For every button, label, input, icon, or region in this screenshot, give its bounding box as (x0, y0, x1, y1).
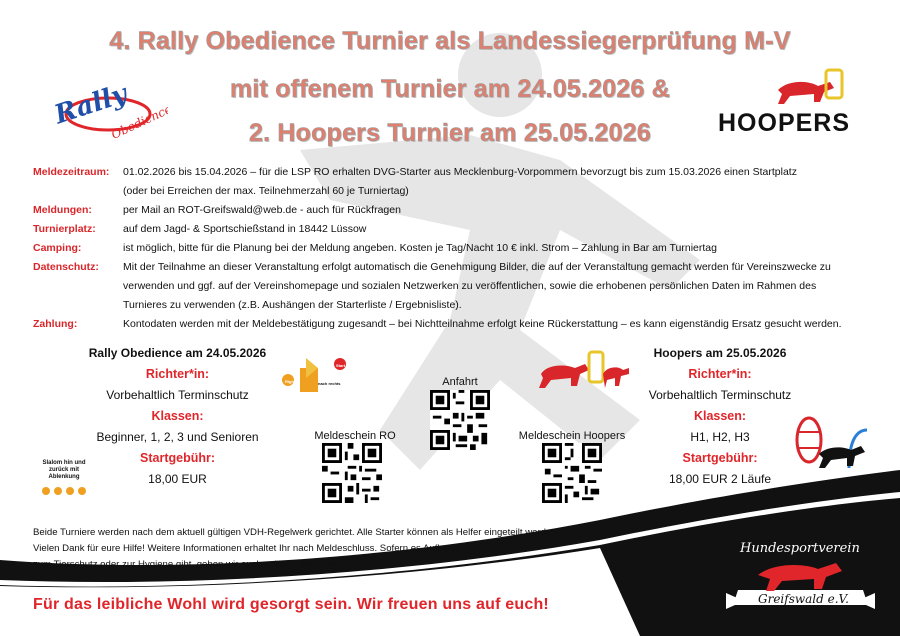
rally-classes-value: Beginner, 1, 2, 3 und Senioren (96, 430, 259, 444)
hoopers-logo (718, 68, 863, 137)
info-line: Turnieres zu verwenden (z.B. Aushängen der Starterliste / Ergebnisliste). (123, 299, 462, 311)
rally-judge-value: Vorbehaltlich Terminschutz (106, 388, 249, 402)
qr-ro-label: Meldeschein RO (314, 430, 396, 442)
hoopers-logo-text: HOOPERS (718, 109, 851, 137)
slalom-sign (38, 460, 94, 500)
rally-signs-icon (282, 356, 350, 394)
rally-sign-c: Start (336, 363, 346, 368)
hoopers-judge-heading: Richter*in: (688, 367, 752, 381)
rally-column (60, 346, 295, 486)
rally-fee-value: 18,00 EUR (148, 472, 207, 486)
footer-line-1: Beide Turniere werden nach dem aktuell gültigen VDH-Regelwerk gerichtet. Alle Starter können als Helfer eingeteilt werden. (33, 527, 560, 538)
info-text: ist möglich, bitte für die Planung bei der Meldung angeben. Kosten je Tag/Nacht 10 € inkl. Strom – Zahlung in Bar am Turniertag (123, 242, 717, 254)
info-label: Turnierplatz: (33, 223, 96, 235)
footer-slogan: Für das leibliche Wohl wird gesorgt sein. Wir freuen uns auf euch! (33, 596, 549, 613)
info-text: Kontodaten werden mit der Meldebestätigung zugesandt – bei Nichtteilnahme erfolgt keine Rückerstattung – es kann eigenständig Ersatz gesucht werden. (123, 318, 842, 330)
title-line-2: mit offenem Turnier am 24.05.2026 & (229, 75, 671, 103)
info-row-camping (33, 239, 873, 258)
info-row-meldezeitraum (33, 163, 873, 201)
hoopers-fee-heading: Startgebühr: (682, 451, 758, 465)
info-row-turnierplatz (33, 220, 873, 239)
footer-line-2: Vielen Dank für eure Hilfe! Weitere Informationen erhaltet Ihr nach Meldeschluss. Sofern es Auflagen (33, 543, 461, 554)
slalom-sign-text: Slalom hin und zurück mit Ablenkung (42, 460, 86, 480)
title-line-1: 4. Rally Obedience Turnier als Landessiegerprüfung M-V (109, 27, 791, 55)
info-label: Datenschutz: (33, 261, 99, 273)
info-line: Mit der Teilnahme an dieser Veranstaltung erfolgt automatisch die Genehmigung Bilder, die auf der Veranstaltung gemacht werden für Vereinszwecke zu (123, 261, 831, 273)
rally-title: Rally Obedience am 24.05.2026 (88, 346, 267, 360)
info-block (33, 163, 873, 334)
hoopers-fee-value: 18,00 EUR 2 Läufe (668, 472, 772, 486)
club-logo-bottom-text: Greifswald e.V. (758, 592, 849, 606)
slalom-dots-icon (38, 485, 94, 497)
qr-anfahrt-icon[interactable] (430, 390, 490, 450)
info-label: Meldungen: (33, 204, 92, 216)
hoopers-classes-heading: Klassen: (693, 409, 747, 423)
footer-line-3: zum Tierschutz oder zur Hygiene gibt, geben wir euch zeitnah Bescheid. (33, 559, 341, 570)
rally-obedience-logo (48, 72, 168, 142)
barrel-dog-graphic (795, 410, 870, 472)
info-text: auf dem Jagd- & Sportschießstand in 18442 Lüssow (123, 223, 367, 235)
svg-text:Rally: Rally (51, 79, 131, 131)
rally-sign-b: nach rechts (318, 381, 341, 386)
hoopers-title: Hoopers am 25.05.2026 (653, 346, 787, 360)
svg-text:Obedience: Obedience (109, 101, 168, 142)
qr-anfahrt-label: Anfahrt (442, 376, 478, 388)
club-logo-top-text: Hundesportverein (740, 541, 860, 556)
qr-ro-icon[interactable] (322, 443, 382, 503)
club-logo (718, 535, 883, 625)
info-row-zahlung (33, 315, 873, 334)
title-line-3: 2. Hoopers Turnier am 25.05.2026 (249, 119, 651, 147)
info-row-meldungen (33, 201, 873, 220)
rally-fee-heading: Startgebühr: (140, 451, 215, 465)
info-line: (oder bei Erreichen der max. Teilnehmerzahl 60 je Turniertag) (123, 185, 409, 197)
rally-judge-heading: Richter*in: (145, 367, 210, 381)
barrel-hoop-dog-icon (795, 410, 870, 472)
info-text: per Mail an ROT-Greifswald@web.de - auch für Rückfragen (123, 204, 401, 216)
hoopers-judge-value: Vorbehaltlich Terminschutz (648, 388, 792, 402)
info-row-datenschutz (33, 258, 873, 315)
info-label: Camping: (33, 242, 82, 254)
footer-notes (33, 525, 653, 573)
hoopers-dog-icon (718, 68, 863, 108)
rally-sign-a: Right (285, 379, 296, 384)
info-line: verwenden und ggf. auf der Vereinshomepage und sozialen Netzwerken zu veröffentlichen, sowie die erhobenen persönlichen Daten im Rahmen des (123, 280, 817, 292)
info-text (123, 258, 873, 315)
rally-logo-icon (48, 72, 168, 142)
qr-hoopers-icon[interactable] (542, 443, 602, 503)
qr-hoopers-label: Meldeschein Hoopers (518, 430, 626, 442)
info-text (123, 163, 873, 201)
info-line: 01.02.2026 bis 15.04.2026 – für die LSP RO erhalten DVG-Starter aus Mecklenburg-Vorpommern bevorzugt bis zum 15.03.2026 einen Startplatz (123, 166, 797, 178)
info-label: Meldezeitraum: (33, 166, 110, 178)
hoopers-classes-value: H1, H2, H3 (690, 430, 750, 444)
rally-classes-heading: Klassen: (151, 409, 204, 423)
info-label: Zahlung: (33, 318, 78, 330)
